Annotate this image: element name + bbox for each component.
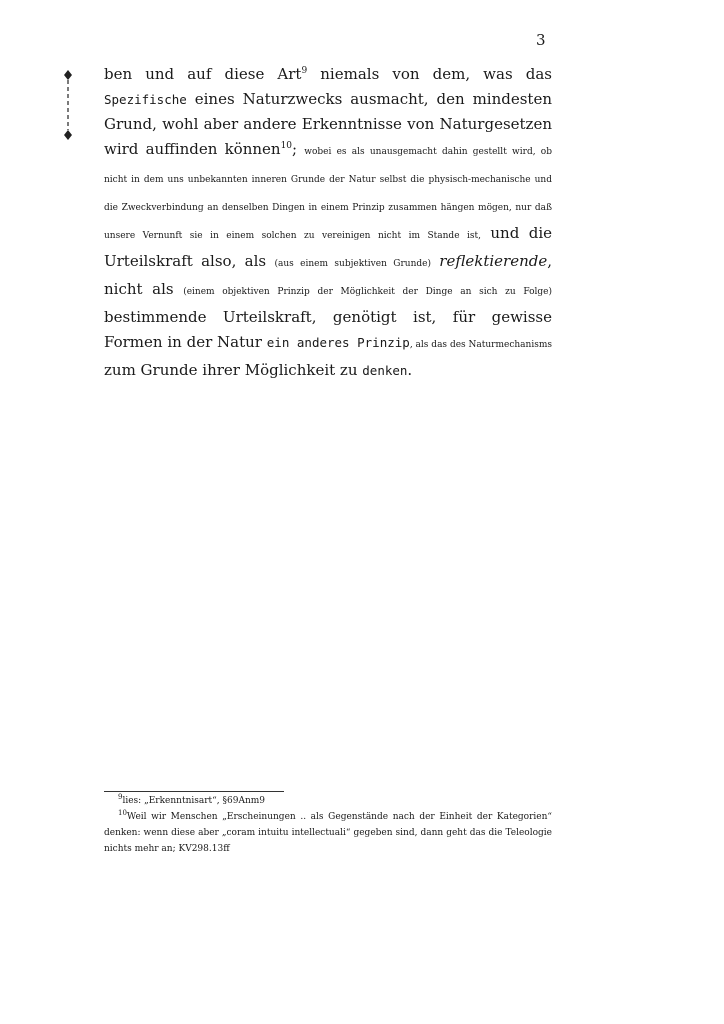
- body-text: und die Urteilskraft also, als: [104, 224, 552, 270]
- footnote-mark: 9: [118, 793, 123, 801]
- footnote-text: Weil wir Menschen „Erscheinungen .. als Gegenstände nach der Einheit der Kategorien“ denken: wenn diese aber „coram intuitu intellectuali“ gegeben sind, dann geht das die Teleologie nichts mehr an; KV298.13ff: [104, 812, 552, 854]
- body-text: niemals von dem, was das: [307, 65, 552, 83]
- footnote-10: [104, 809, 552, 857]
- footnotes: [104, 791, 552, 857]
- body-text: ben und auf diese Art: [104, 65, 302, 83]
- emphasis-text: denken: [362, 363, 408, 378]
- small-insertion: wobei es als unausgemacht dahin gestellt wird, ob nicht in dem uns unbekannten inneren Grunde der Natur selbst die physisch-mechanische und die Zweckverbindung an denselben Dingen in einem Prinzip zusammen hängen mögen, nur daß unsere Vernunft sie in einem solchen zu vereinigen nicht im Stande ist,: [104, 147, 552, 241]
- body-text: , nicht als: [104, 252, 552, 298]
- footnote-9: [104, 793, 552, 809]
- small-insertion: (einem objektiven Prinzip der Möglichkeit der Dinge an sich zu Folge): [183, 287, 552, 297]
- small-insertion: (aus einem subjektiven Grunde): [274, 259, 431, 269]
- body-text: .: [407, 361, 413, 379]
- margin-bracket-icon: [62, 70, 74, 140]
- footnote-ref: 10: [280, 141, 293, 151]
- small-insertion: , als das des Naturmechanisms: [409, 340, 552, 350]
- footnote-ref: 9: [301, 66, 308, 76]
- emphasis-text: Spezifische: [104, 92, 187, 107]
- page-number: 3: [536, 31, 546, 49]
- body-text: zum Grunde ihrer Möglichkeit zu: [104, 361, 363, 379]
- body-text: ;: [292, 140, 305, 158]
- body-text: bestimmende Urteilskraft, genötigt ist, für gewisse Formen in der Natur: [104, 308, 552, 351]
- main-text: [104, 62, 552, 383]
- footnote-text: lies: „Erkenntnisart“, §69Anm9: [122, 796, 265, 806]
- emphasis-text: ein anderes Prinzip: [266, 335, 410, 350]
- italic-text: reflektierende: [439, 252, 548, 270]
- body-text: eines Naturzwecks ausmacht, den mindesten Grund, wohl aber andere Erkenntnisse von Naturgesetzen wird auffinden können: [104, 90, 552, 158]
- footnote-rule: [104, 791, 284, 792]
- footnote-mark: 10: [118, 809, 127, 817]
